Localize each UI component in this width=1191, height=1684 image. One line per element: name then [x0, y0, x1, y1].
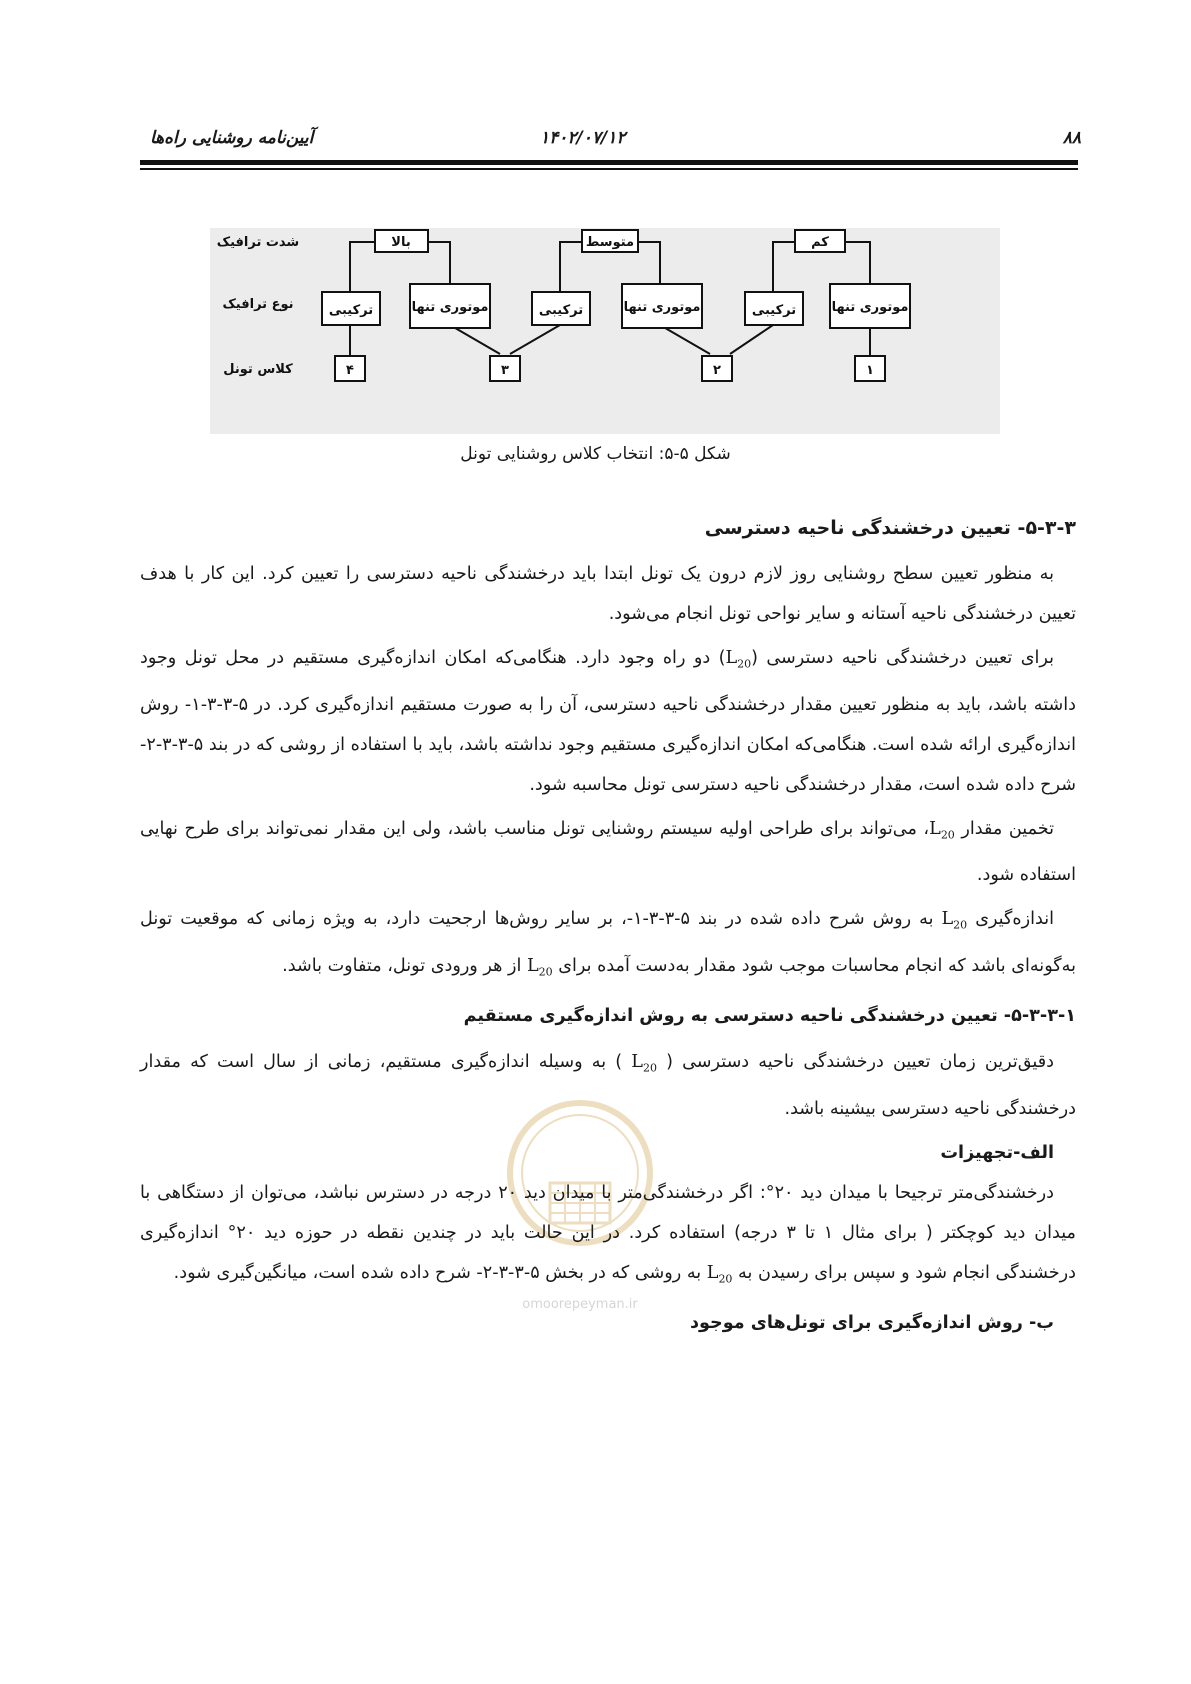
figure-caption: شکل ۵-۵: انتخاب کلاس روشنایی تونل	[460, 444, 731, 464]
label-traffic-intensity: شدت ترافیک	[216, 235, 300, 250]
label-tunnel-class: کلاس تونل	[223, 362, 293, 377]
method-heading: ب- روش اندازه‌گیری برای تونل‌های موجود	[689, 1313, 1054, 1334]
symbol-l20: $L_{20}$	[631, 1052, 657, 1075]
svg-text:موتوری تنها: موتوری تنها	[411, 300, 489, 315]
header-title: آیین‌نامه روشنایی راه‌ها	[150, 128, 314, 148]
svg-text:۲: ۲	[713, 363, 721, 378]
header-rule	[140, 160, 1078, 165]
paragraph: برای تعیین درخشندگی ناحیه دسترسی $(L_{20})$ دو راه وجود دارد. هنگامی‌که امکان اندازه‌گیری مستقیم در محل تونل وجود داشته باشد، باید به منظور تعیین مقدار درخشندگی ناحیه دسترسی، آن را به صورت مستقیم اندازه‌گیری کرد. در ۵-۳-۳-۱- روش اندازه‌گیری ارائه شده است. هنگامی‌که امکان اندازه‌گیری مستقیم وجود نداشته باشد، باید با استفاده از روشی که در بند ۵-۳-۳-۲- شرح داده شده است، مقدار درخشندگی ناحیه دسترسی تونل محاسبه شود.	[140, 648, 1076, 795]
svg-text:۳: ۳	[501, 363, 509, 378]
symbol-l20: $L_{20}$	[706, 1262, 733, 1286]
page-number: ۸۸	[1062, 128, 1081, 148]
svg-text:۱: ۱	[866, 363, 874, 378]
header-date: ۱۴۰۲/۰۷/۱۲	[540, 128, 626, 148]
svg-text:موتوری تنها: موتوری تنها	[831, 300, 909, 315]
tunnel-class-diagram	[210, 228, 1000, 434]
symbol-l20: $L_{20}$	[725, 648, 752, 671]
label-traffic-type: نوع ترافیک	[222, 297, 294, 312]
svg-text:کم: کم	[811, 235, 829, 250]
paragraph: درخشندگی‌متر ترجیحا با میدان دید ۲۰°: اگر درخشندگی‌متر با میدان دید ۲۰ درجه در دسترس نباشد، می‌توان از دستگاهی با میدان دید کوچکتر ( برای مثال ۱ تا ۳ درجه) استفاده کرد. در این حالت باید در چندین نقطه در حوزه دید ۲۰° اندازه‌گیری درخشندگی انجام شود و سپس برای رسیدن به $L_{20}$ به روشی که در بخش ۵-۳-۳-۲- شرح داده شده است، میانگین‌گیری شود.	[140, 1182, 1076, 1286]
svg-text:ترکیبی: ترکیبی	[751, 303, 797, 318]
main-content	[140, 508, 1076, 1343]
svg-text:بالا: بالا	[391, 235, 411, 250]
svg-text:۴: ۴	[346, 363, 354, 378]
paragraph: تخمین مقدار $L_{20}،$ می‌تواند برای طراحی اولیه سیستم روشنایی تونل مناسب باشد، ولی این مقدار نمی‌تواند برای طرح نهایی استفاده شود.	[140, 818, 1076, 886]
svg-text:موتوری تنها: موتوری تنها	[623, 300, 701, 315]
section-heading: ۵-۳-۳- تعیین درخشندگی ناحیه دسترسی	[704, 517, 1076, 539]
svg-text:ترکیبی: ترکیبی	[538, 303, 584, 318]
symbol-l20: $L_{20}$	[526, 955, 553, 979]
symbol-l20: $L_{20}$	[941, 909, 968, 932]
watermark-site: omoorepeyman.ir	[522, 1297, 638, 1312]
subsection-heading: ۵-۳-۳-۱- تعیین درخشندگی ناحیه دسترسی به روش اندازه‌گیری مستقیم	[463, 1006, 1076, 1027]
paragraph: اندازه‌گیری $L_{20}$ به روش شرح داده شده در بند ۵-۳-۳-۱-، بر سایر روش‌ها ارجحیت دارد، به ویژه زمانی که موقعیت تونل به‌گونه‌ای باشد که انجام محاسبات موجب شود مقدار به‌دست آمده برای $L_{20}$ از هر ورودی تونل، متفاوت باشد.	[140, 909, 1076, 979]
header-rule-thin	[140, 168, 1078, 170]
svg-text:متوسط: متوسط	[585, 235, 635, 250]
svg-text:ترکیبی: ترکیبی	[328, 303, 374, 318]
equipment-heading: الف-تجهیزات	[940, 1142, 1054, 1163]
paragraph: به منظور تعیین سطح روشنایی روز لازم درون یک تونل ابتدا باید درخشندگی ناحیه دسترسی را تعیین کرد. این کار با هدف تعیین درخشندگی ناحیه آستانه و سایر نواحی تونل انجام می‌شود.	[140, 564, 1076, 624]
paragraph: دقیق‌ترین زمان تعیین درخشندگی ناحیه دسترسی ( $L_{20}$ ) به وسیله اندازه‌گیری مستقیم، زمانی از سال است که مقدار درخشندگی ناحیه دسترسی بیشینه باشد.	[140, 1052, 1076, 1119]
symbol-l20: $L_{20}$	[929, 818, 955, 842]
